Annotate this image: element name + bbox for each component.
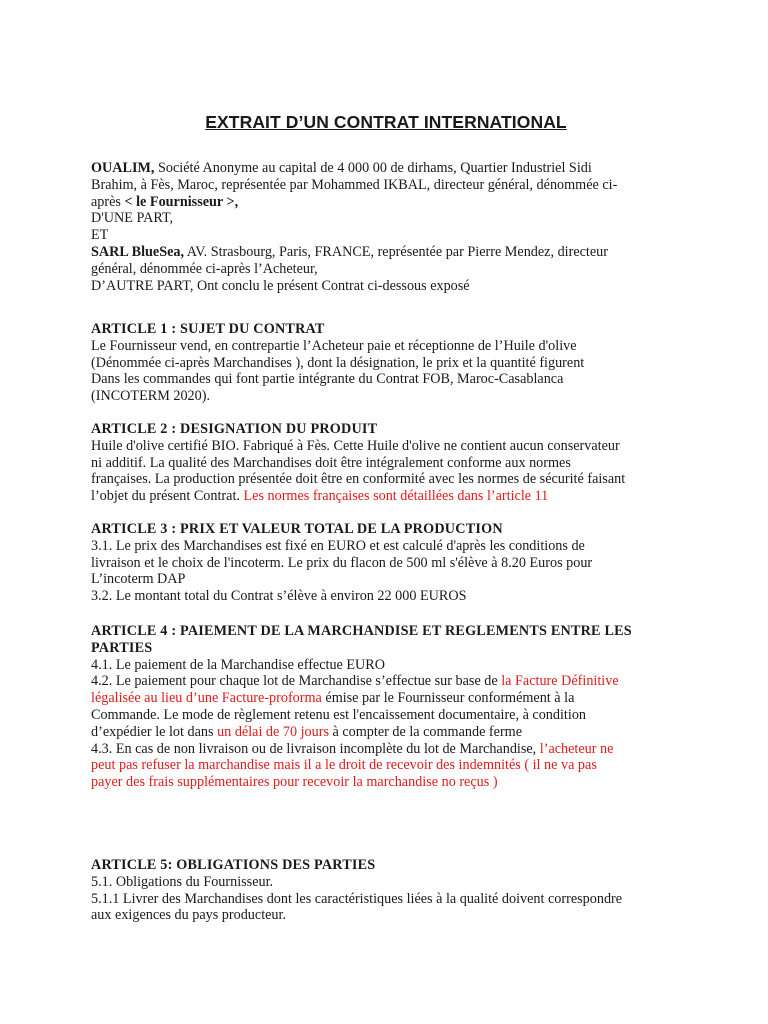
buyer-text-1: AV. Strasbourg, Paris, FRANCE, représentée par Pierre Mendez, directeur xyxy=(184,243,608,260)
une-part-line: D'UNE PART, xyxy=(91,210,174,227)
article-4-text-5c: à compter de la commande ferme xyxy=(328,723,522,740)
supplier-name: OUALIM, xyxy=(91,160,155,176)
article-2-line-2: ni additif. La qualité des Marchandises doit être intégralement conforme aux normes xyxy=(91,454,571,471)
supplier-line-3 xyxy=(91,194,661,211)
article-3-section xyxy=(91,521,661,605)
article-3-line-4: 3.2. Le montant total du Contrat s’élève à environ 22 000 EUROS xyxy=(91,588,467,605)
article-4-line-1: 4.1. Le paiement de la Marchandise effectue EURO xyxy=(91,656,386,673)
article-4-line-2 xyxy=(91,673,661,690)
article-4-line-8: payer des frais supplémentaires pour recevoir la marchandise no reçus ) xyxy=(91,774,498,791)
article-2-text-4: l’objet du présent Contrat. xyxy=(91,488,244,505)
article-5-line-1: 5.1. Obligations du Fournisseur. xyxy=(91,873,274,890)
buyer-name: SARL BlueSea, xyxy=(91,243,185,260)
document-title: EXTRAIT D’UN CONTRAT INTERNATIONAL xyxy=(205,112,567,132)
article-2-section xyxy=(91,421,661,505)
article-4-heading-line-1: ARTICLE 4 : PAIEMENT DE LA MARCHANDISE ET REGLEMENTS ENTRE LES xyxy=(91,623,632,639)
supplier-text-1: Société Anonyme au capital de 4 000 00 de dirhams, Quartier Industriel Sidi xyxy=(154,160,592,176)
article-1-line-2: (Dénommée ci-après Marchandises ), dont la désignation, le prix et la quantité figurent xyxy=(91,354,585,371)
article-4-line-3 xyxy=(91,690,661,707)
article-5-section xyxy=(91,857,661,924)
article-3-line-2: livraison et le choix de l'incoterm. Le prix du flacon de 500 ml s'élève à 8.20 Euros pour xyxy=(91,554,593,571)
article-2-line-1: Huile d'olive certifié BIO. Fabriqué à Fès. Cette Huile d'olive ne contient aucun conservateur xyxy=(91,437,620,454)
article-5-line-3: aux exigences du pays producteur. xyxy=(91,907,287,924)
article-4-line-4: Commande. Le mode de règlement retenu est l'encaissement documentaire, à condition xyxy=(91,706,587,723)
article-1-section xyxy=(91,321,661,405)
article-4-highlight-invoice: la Facture Définitive xyxy=(501,673,619,690)
article-1-heading: ARTICLE 1 : SUJET DU CONTRAT xyxy=(91,321,325,337)
article-4-highlight-buyer: l’acheteur ne xyxy=(539,740,614,757)
article-4-heading-line-2: PARTIES xyxy=(91,639,153,656)
article-4-section xyxy=(91,623,661,791)
article-2-line-4 xyxy=(91,488,661,505)
article-4-line-6 xyxy=(91,741,661,758)
article-3-line-3: L’incoterm DAP xyxy=(91,571,186,588)
article-5-heading: ARTICLE 5: OBLIGATIONS DES PARTIES xyxy=(91,857,376,873)
supplier-line-1 xyxy=(91,160,661,177)
article-1-line-3: Dans les commandes qui font partie intégrante du Contrat FOB, Maroc-Casablanca xyxy=(91,371,564,388)
parties-section xyxy=(91,160,661,294)
et-line: ET xyxy=(91,227,109,244)
article-3-heading: ARTICLE 3 : PRIX ET VALEUR TOTAL DE LA PRODUCTION xyxy=(91,521,503,537)
article-4-text-2: 4.2. Le paiement pour chaque lot de Marchandise s’effectue sur base de xyxy=(91,673,502,690)
article-3-line-1: 3.1. Le prix des Marchandises est fixé en EURO et est calculé d'après les conditions de xyxy=(91,537,585,554)
article-4-text-5a: d’expédier le lot dans xyxy=(91,723,218,740)
article-1-line-1: Le Fournisseur vend, en contrepartie l’Acheteur paie et réceptionne de l’Huile d'olive xyxy=(91,337,577,354)
buyer-line-2: général, dénommée ci-après l’Acheteur, xyxy=(91,260,318,277)
autre-part-line: D’AUTRE PART, Ont conclu le présent Contrat ci-dessous exposé xyxy=(91,277,470,294)
supplier-line-2: Brahim, à Fès, Maroc, représentée par Mohammed IKBAL, directeur général, dénommée ci- xyxy=(91,176,618,193)
buyer-line-1 xyxy=(91,244,661,261)
article-2-heading: ARTICLE 2 : DESIGNATION DU PRODUIT xyxy=(91,421,378,437)
article-4-text-6: 4.3. En cas de non livraison ou de livraison incomplète du lot de Marchandise, xyxy=(91,740,540,757)
article-2-highlight: Les normes françaises sont détaillées dans l’article 11 xyxy=(243,488,549,505)
article-4-text-3: émise par le Fournisseur conformément à la xyxy=(321,690,575,707)
article-1-line-4: (INCOTERM 2020). xyxy=(91,388,211,405)
article-2-line-3: françaises. La production présentée doit être en conformité avec les normes de sécurité faisant xyxy=(91,471,626,488)
supplier-text-3: après xyxy=(91,193,125,210)
article-4-line-5 xyxy=(91,724,661,741)
article-4-highlight-delay: un délai de 70 jours xyxy=(217,723,329,740)
article-4-line-7: peut pas refuser la marchandise mais il a le droit de recevoir des indemnités ( il ne va pas xyxy=(91,757,597,774)
article-5-line-2: 5.1.1 Livrer des Marchandises dont les caractéristiques liées à la qualité doivent correspondre xyxy=(91,890,623,907)
article-4-highlight-proforma: légalisée au lieu d’une Facture-proforma xyxy=(91,690,322,707)
supplier-alias: < le Fournisseur >, xyxy=(124,193,239,210)
